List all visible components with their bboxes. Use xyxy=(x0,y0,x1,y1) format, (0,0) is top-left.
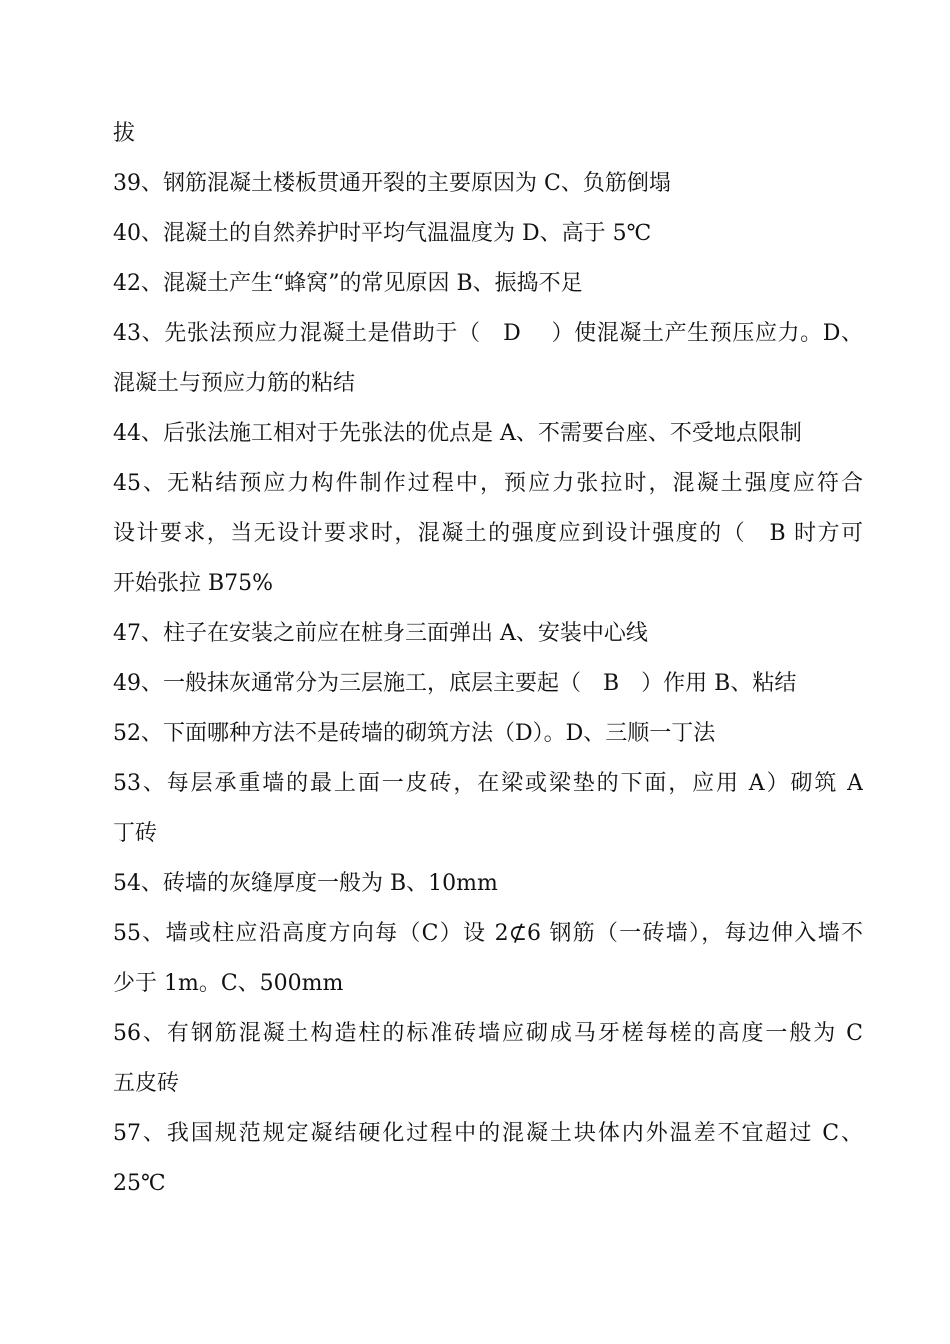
text-line: 45、无粘结预应力构件制作过程中，预应力张拉时，混凝土强度应符合 xyxy=(113,471,863,496)
text-line: 44、后张法施工相对于先张法的优点是 A、不需要台座、不受地点限制 xyxy=(113,421,802,446)
text-line: 54、砖墙的灰缝厚度一般为 B、10mm xyxy=(113,871,498,896)
text-line: 25℃ xyxy=(113,1171,166,1196)
text-line: 40、混凝土的自然养护时平均气温温度为 D、高于 5℃ xyxy=(113,221,652,246)
text-line: 43、先张法预应力混凝土是借助于（ D ）使混凝土产生预压应力。D、 xyxy=(113,321,863,346)
text-line: 开始张拉 B75% xyxy=(113,571,274,596)
text-line: 47、柱子在安装之前应在桩身三面弹出 A、安装中心线 xyxy=(113,621,648,646)
text-line: 52、下面哪种方法不是砖墙的砌筑方法（D）。D、三顺一丁法 xyxy=(113,721,716,746)
text-line: 少于 1m。C、500mm xyxy=(113,971,344,996)
document-body xyxy=(113,109,863,1209)
text-line: 39、钢筋混凝土楼板贯通开裂的主要原因为 C、负筋倒塌 xyxy=(113,171,671,196)
text-line: 设计要求，当无设计要求时，混凝土的强度应到设计强度的（ B 时方可 xyxy=(113,521,863,546)
text-line: 五皮砖 xyxy=(113,1071,180,1096)
text-line: 56、有钢筋混凝土构造柱的标准砖墙应砌成马牙槎每槎的高度一般为 C xyxy=(113,1021,863,1046)
text-line: 拔 xyxy=(113,121,136,146)
text-line: 53、每层承重墙的最上面一皮砖，在梁或梁垫的下面，应用 A）砌筑 A xyxy=(113,771,863,796)
text-line: 混凝土与预应力筋的粘结 xyxy=(113,371,356,396)
text-line: 57、我国规范规定凝结硬化过程中的混凝土块体内外温差不宜超过 C、 xyxy=(113,1121,863,1146)
text-line: 丁砖 xyxy=(113,821,158,846)
text-line: 55、墙或柱应沿高度方向每（C）设 2⊄6 钢筋（一砖墙），每边伸入墙不 xyxy=(113,921,863,946)
text-line: 49、一般抹灰通常分为三层施工，底层主要起（ B ）作用 B、粘结 xyxy=(113,671,797,696)
text-line: 42、混凝土产生“蜂窝”的常见原因 B、振捣不足 xyxy=(113,271,583,296)
